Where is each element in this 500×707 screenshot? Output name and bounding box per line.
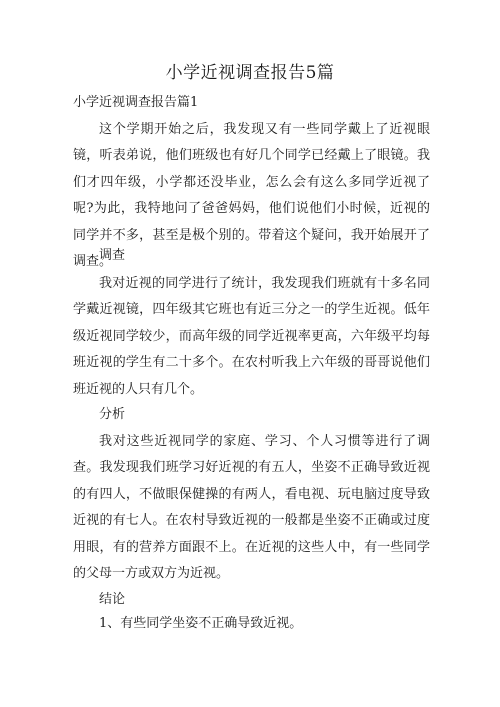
conclusion-item: 1、有些同学坐姿不正确导致近视。: [99, 616, 303, 631]
intro-paragraph: 这个学期开始之后，我发现又有一些同学戴上了近视眼镜，听表弟说，他们班级也有好几个同学已经戴上了眼镜。我们才四年级，小学都还没毕业，怎么会有这么多同学近视了呢?为此，我特地问了爸爸妈妈，他们说他们小时候，近视的同学并不多，甚至是极个别的。带着这个疑问，我开始展开了调查。: [73, 122, 430, 270]
heading-survey: 调查: [99, 248, 126, 263]
analysis-paragraph: 我对这些近视同学的家庭、学习、个人习惯等进行了调查。我发现我们班学习好近视的有五人，坐姿不正确导致近视的有四人，不做眼保健操的有两人，看电视、玩电脑过度导致近视的有七人。在农村导致近视的一般都是坐姿不正确或过度用眼，有的营养方面跟不上。在近视的这些人中，有一些同学的父母一方或双方为近视。: [73, 434, 430, 582]
section-subtitle: 小学近视调查报告篇1: [73, 95, 199, 110]
survey-paragraph: 我对近视的同学进行了统计，我发现我们班就有十多名同学戴近视镜，四年级其它班也有近三分之一的学生近视。低年级近视同学较少，而高年级的同学近视率更高，六年级平均每班近视的学生有二十多个。在农村听我上六年级的哥哥说他们班近视的人只有几个。: [73, 276, 430, 397]
document-title: 小学近视调查报告5篇: [165, 63, 335, 83]
heading-analysis: 分析: [99, 407, 126, 422]
heading-conclusion: 结论: [99, 592, 126, 607]
